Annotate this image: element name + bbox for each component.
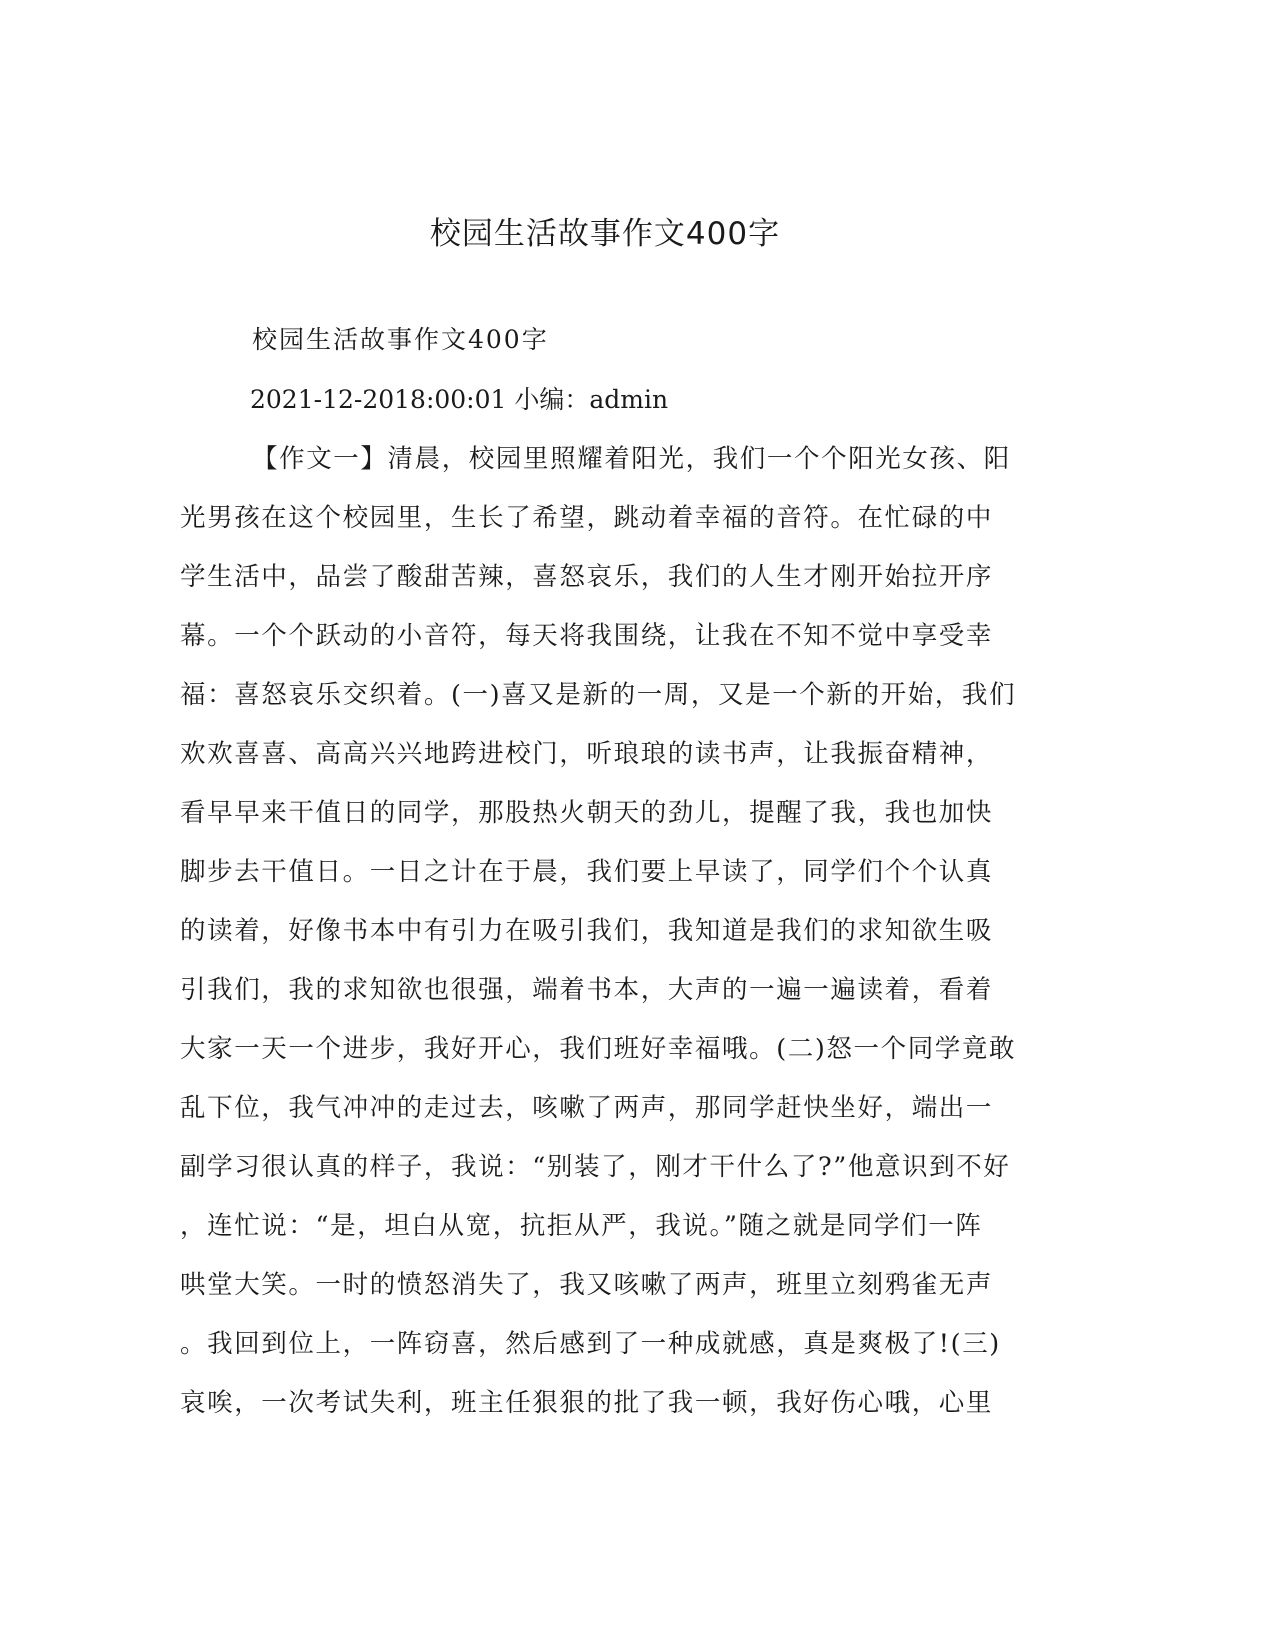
body-line: 福：喜怒哀乐交织着。(一)喜又是新的一周，又是一个新的开始，我们 — [180, 680, 1017, 710]
publish-meta: 2021-12-2018:00:01 小编：admin — [250, 385, 669, 414]
body-line: 看早早来干值日的同学，那股热火朝天的劲儿，提醒了我，我也加快 — [180, 798, 994, 828]
article-subtitle: 校园生活故事作文400字 — [252, 325, 549, 354]
body-line: 副学习很认真的样子，我说：“别装了，刚才干什么了?”他意识到不好 — [180, 1152, 1011, 1182]
body-line: 引我们，我的求知欲也很强，端着书本，大声的一遍一遍读着，看着 — [180, 975, 994, 1005]
body-line: 【作文一】清晨，校园里照耀着阳光，我们一个个阳光女孩、阳 — [252, 444, 1011, 474]
body-line: 幕。一个个跃动的小音符，每天将我围绕，让我在不知不觉中享受幸 — [180, 621, 994, 651]
body-line: 脚步去干值日。一日之计在于晨，我们要上早读了，同学们个个认真 — [180, 857, 994, 887]
article-body — [180, 430, 1030, 1433]
body-line: 哄堂大笑。一时的愤怒消失了，我又咳嗽了两声，班里立刻鸦雀无声 — [180, 1270, 994, 1300]
body-line: 学生活中，品尝了酸甜苦辣，喜怒哀乐，我们的人生才刚开始拉开序 — [180, 562, 994, 592]
body-line: 的读着，好像书本中有引力在吸引我们，我知道是我们的求知欲生吸 — [180, 916, 994, 946]
body-line: 乱下位，我气冲冲的走过去，咳嗽了两声，那同学赶快坐好，端出一 — [180, 1093, 994, 1123]
body-line: ，连忙说：“是，坦白从宽，抗拒从严，我说。”随之就是同学们一阵 — [180, 1211, 983, 1241]
body-line: 光男孩在这个校园里，生长了希望，跳动着幸福的音符。在忙碌的中 — [180, 503, 994, 533]
body-line: 。我回到位上，一阵窃喜，然后感到了一种成就感，真是爽极了!(三) — [180, 1329, 1001, 1359]
body-line: 欢欢喜喜、高高兴兴地跨进校门，听琅琅的读书声，让我振奋精神， — [180, 739, 994, 769]
body-line: 大家一天一个进步，我好开心，我们班好幸福哦。(二)怒一个同学竟敢 — [180, 1034, 1017, 1064]
document-title: 校园生活故事作文400字 — [429, 216, 781, 252]
body-line: 哀唉，一次考试失利，班主任狠狠的批了我一顿，我好伤心哦，心里 — [180, 1388, 994, 1418]
